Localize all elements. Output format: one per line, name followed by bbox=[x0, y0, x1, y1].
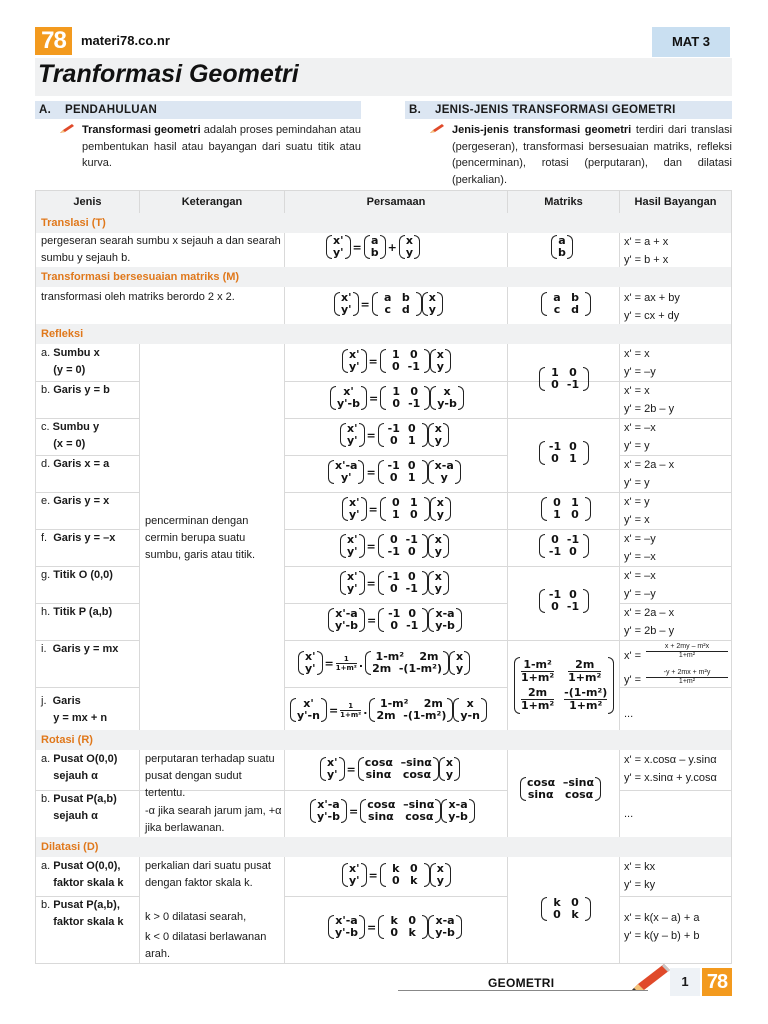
translasi-result-x: x' = a + x bbox=[624, 236, 669, 248]
refleksi-d-result-y: y' = y bbox=[624, 477, 650, 489]
refleksi-i-formula-x: x + 2my – m²x 1+m² bbox=[646, 643, 728, 660]
row-divider bbox=[284, 381, 731, 382]
refleksi-h-result-x: x' = 2a – x bbox=[624, 607, 675, 619]
header-keterangan: Keterangan bbox=[140, 191, 284, 213]
rotasi-result-y: y' = x.sinα + y.cosα bbox=[624, 772, 717, 784]
refleksi-item-b: b. Garis y = b bbox=[41, 384, 110, 396]
section-a-bold: Transformasi geometri bbox=[82, 124, 201, 136]
refleksi-f-result-y: y' = –x bbox=[624, 551, 656, 563]
header-jenis: Jenis bbox=[36, 191, 139, 213]
row-divider bbox=[284, 529, 731, 530]
section-a-number: A. bbox=[39, 104, 52, 116]
refleksi-g-result-y: y' = –y bbox=[624, 588, 656, 600]
refleksi-b-result-x: x' = x bbox=[624, 385, 650, 397]
matriks-result-x: x' = ax + by bbox=[624, 292, 680, 304]
refleksi-i-result-x: x' = bbox=[624, 650, 642, 662]
refleksi-f-matrix: 0 -1 -1 0 bbox=[539, 534, 589, 558]
category-refleksi: Refleksi bbox=[36, 324, 731, 344]
row-divider bbox=[284, 566, 731, 567]
refleksi-c-result-y: y' = y bbox=[624, 440, 650, 452]
dilatasi-matrix: k 0 0 k bbox=[541, 897, 591, 921]
footer-brand-logo: 78 bbox=[702, 968, 732, 996]
refleksi-ab-matrix: 1 0 0 -1 bbox=[539, 367, 589, 391]
refleksi-h-result-y: y' = 2b – y bbox=[624, 625, 675, 637]
site-url[interactable]: materi78.co.nr bbox=[81, 33, 170, 48]
footer-topic: GEOMETRI bbox=[488, 976, 555, 990]
refleksi-item-j: j. Garis y = mx + n bbox=[41, 695, 108, 724]
refleksi-e-result-y: y' = x bbox=[624, 514, 650, 526]
refleksi-j-result: ... bbox=[624, 708, 634, 720]
section-b-title: JENIS-JENIS TRANSFORMASI GEOMETRI bbox=[435, 104, 676, 116]
pencil-bullet-icon bbox=[430, 124, 444, 134]
dilatasi-desc-2: k > 0 dilatasi searah, bbox=[145, 911, 247, 923]
section-b-bold: Jenis-jenis transformasi geometri bbox=[452, 124, 632, 136]
refleksi-cd-matrix: -1 0 0 1 bbox=[539, 441, 589, 465]
row-divider bbox=[284, 455, 507, 456]
page-title: Tranformasi Geometri bbox=[38, 60, 299, 88]
row-divider bbox=[284, 896, 507, 897]
section-b-number: B. bbox=[409, 104, 422, 116]
matriks-desc: transformasi oleh matriks berordo 2 x 2. bbox=[41, 291, 235, 303]
refleksi-e-matrix: 0 1 1 0 bbox=[541, 497, 591, 521]
pencil-icon bbox=[628, 960, 672, 994]
section-a-body: adalah proses pemindahan atau pembentukan hasil atau bayangan dari suatu titik atau kurva. bbox=[82, 124, 361, 169]
rotasi-desc-1: perputaran terhadap suatu pusat dengan sudut tertentu. bbox=[145, 753, 275, 799]
section-a-title: PENDAHULUAN bbox=[65, 104, 158, 116]
translasi-result-y: y' = b + x bbox=[624, 254, 669, 266]
refleksi-g-result-x: x' = –x bbox=[624, 570, 656, 582]
page-number: 1 bbox=[670, 968, 700, 996]
translasi-desc: pergeseran searah sumbu x sejauh a dan searah sumbu y sejauh b. bbox=[41, 235, 281, 264]
refleksi-i-formula-y: -y + 2mx + m²y 1+m² bbox=[646, 669, 728, 686]
row-divider bbox=[619, 790, 731, 791]
rotasi-item-b: b. Pusat P(a,b) sejauh α bbox=[41, 793, 117, 822]
dilatasi-item-a: a. Pusat O(0,0), faktor skala k bbox=[41, 860, 124, 889]
row-divider bbox=[284, 640, 731, 641]
refleksi-h-equation: x'-a y'-b = -1 0 0 -1 x-a y-b bbox=[328, 608, 462, 632]
refleksi-item-i: i. Garis y = mx bbox=[41, 643, 119, 655]
refleksi-a-result-x: x' = x bbox=[624, 348, 650, 360]
refleksi-d-result-x: x' = 2a – x bbox=[624, 459, 675, 471]
rotasi-result-b: ... bbox=[624, 808, 634, 820]
refleksi-b-equation: x' y'-b = 1 0 0 -1 x y-b bbox=[330, 386, 464, 410]
refleksi-item-d: d. Garis x = a bbox=[41, 458, 110, 470]
dilatasi-desc-3: k < 0 dilatasi berlawanan arah. bbox=[145, 931, 267, 960]
col-divider bbox=[139, 344, 140, 730]
refleksi-f-equation: x' y' = 0 -1 -1 0 x y bbox=[340, 534, 449, 558]
refleksi-item-e: e. Garis y = x bbox=[41, 495, 110, 507]
row-divider bbox=[284, 492, 731, 493]
col-divider bbox=[139, 191, 140, 213]
dilatasi-result-by: y' = k(y – b) + b bbox=[624, 930, 700, 942]
translasi-equation: x' y' = a b + x y bbox=[326, 235, 420, 259]
matriks-equation: x' y' = a b c d x y bbox=[334, 292, 443, 316]
row-divider bbox=[284, 418, 731, 419]
refleksi-item-c: c. Sumbu y (x = 0) bbox=[41, 421, 100, 450]
rotasi-desc-2: -α jika searah jarum jam, +α jika berlawanan. bbox=[145, 805, 282, 834]
dilatasi-result-x: x' = kx bbox=[624, 861, 656, 873]
refleksi-item-f: f. Garis y = –x bbox=[41, 532, 116, 544]
refleksi-g-equation: x' y' = -1 0 0 -1 x y bbox=[340, 571, 449, 595]
refleksi-j-equation: x' y'-n = $\frac{1}{\text{1+m²}}$ . 1-m² 2m 2m -(1-m²) x y-n bbox=[290, 698, 487, 722]
dilatasi-item-b: b. Pusat P(a,b), faktor skala k bbox=[41, 899, 124, 928]
refleksi-i-equation: x' y' = $\frac{1}{\text{1+m²}}$ . 1-m² 2m 2m -(1-m²) x y bbox=[298, 651, 470, 675]
footer-divider bbox=[398, 990, 648, 991]
header-persamaan: Persamaan bbox=[285, 191, 507, 213]
dilatasi-result-bx: x' = k(x – a) + a bbox=[624, 912, 700, 924]
dilatasi-a-equation: x' y' = k 0 0 k x y bbox=[342, 863, 451, 887]
header-hasil: Hasil Bayangan bbox=[620, 191, 731, 213]
subject-badge: MAT 3 bbox=[652, 27, 730, 57]
refleksi-item-h: h. Titik P (a,b) bbox=[41, 606, 113, 618]
pencil-bullet-icon bbox=[60, 124, 74, 134]
section-b-text bbox=[452, 122, 732, 188]
matriks-result-y: y' = cx + dy bbox=[624, 310, 680, 322]
rotasi-b-equation: x'-a y'-b = cosα –sinα sinα cosα x-a y-b bbox=[310, 799, 475, 823]
refleksi-item-a: a. Sumbu x (y = 0) bbox=[41, 347, 100, 376]
refleksi-e-result-x: x' = y bbox=[624, 496, 650, 508]
refleksi-e-equation: x' y' = 0 1 1 0 x y bbox=[342, 497, 451, 521]
category-dilatasi: Dilatasi (D) bbox=[36, 837, 731, 857]
refleksi-i-result-y: y' = bbox=[624, 674, 642, 686]
row-divider bbox=[284, 687, 507, 688]
refleksi-item-g: g. Titik O (0,0) bbox=[41, 569, 113, 581]
matriks-matrix: a b c d bbox=[541, 292, 591, 316]
section-a-text bbox=[82, 122, 361, 172]
transformation-table bbox=[35, 190, 732, 964]
dilatasi-result-y: y' = ky bbox=[624, 879, 656, 891]
refleksi-desc: pencerminan dengan cermin berupa suatu sumbu, garis atau titik. bbox=[145, 515, 256, 561]
section-b-heading bbox=[405, 101, 732, 119]
rotasi-item-a: a. Pusat O(0,0) sejauh α bbox=[41, 753, 118, 782]
rotasi-a-equation: x' y' = cosα –sinα sinα cosα x y bbox=[320, 757, 460, 781]
refleksi-b-result-y: y' = 2b – y bbox=[624, 403, 675, 415]
row-divider bbox=[284, 603, 507, 604]
category-matriks: Transformasi bersesuaian matriks (M) bbox=[36, 267, 731, 287]
dilatasi-desc-1: perkalian dari suatu pusat dengan faktor skala k. bbox=[145, 860, 271, 889]
refleksi-d-equation: x'-a y' = -1 0 0 1 x-a y bbox=[328, 460, 461, 484]
category-rotasi: Rotasi (R) bbox=[36, 730, 731, 750]
dilatasi-b-equation: x'-a y'-b = k 0 0 k x-a y-b bbox=[328, 915, 462, 939]
refleksi-c-equation: x' y' = -1 0 0 1 x y bbox=[340, 423, 449, 447]
rotasi-matrix: cosα –sinα sinα cosα bbox=[520, 777, 601, 801]
refleksi-f-result-x: x' = –y bbox=[624, 533, 656, 545]
header-matriks: Matriks bbox=[508, 191, 619, 213]
section-a-heading bbox=[35, 101, 361, 119]
row-divider bbox=[619, 896, 731, 897]
translasi-matrix: a b bbox=[551, 235, 573, 259]
row-divider bbox=[36, 687, 139, 688]
brand-logo: 78 bbox=[35, 27, 72, 55]
refleksi-a-result-y: y' = –y bbox=[624, 366, 656, 378]
refleksi-ij-matrix: 1-m² 1+m² 2m 1+m² 2m 1+m² -(1-m²) 1+m² bbox=[514, 657, 614, 714]
category-translasi: Translasi (T) bbox=[36, 213, 731, 233]
refleksi-gh-matrix: -1 0 0 -1 bbox=[539, 589, 589, 613]
rotasi-result-x: x' = x.cosα – y.sinα bbox=[624, 754, 717, 766]
refleksi-a-equation: x' y' = 1 0 0 -1 x y bbox=[342, 349, 451, 373]
section-b-body: terdiri dari translasi (pergeseran), transformasi bersesuaian matriks, refleksi (pencerminan), rotasi (perputaran), dan dilatasi (perkalian). bbox=[452, 124, 733, 186]
refleksi-c-result-x: x' = –x bbox=[624, 422, 656, 434]
